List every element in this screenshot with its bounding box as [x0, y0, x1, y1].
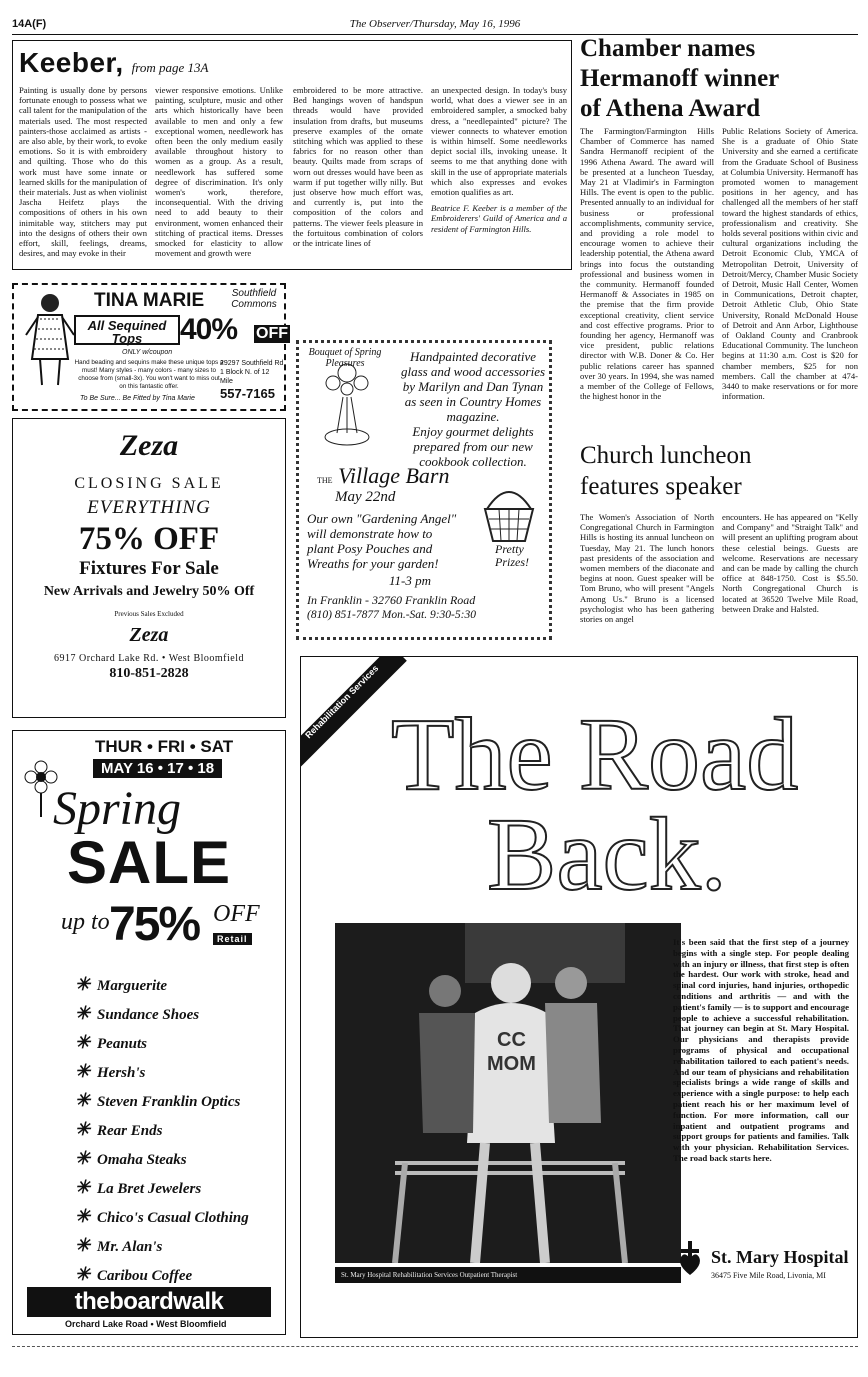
church-headline-1: Church luncheon — [580, 442, 752, 469]
store-name: Hersh's — [97, 1065, 146, 1081]
keeber-headline — [19, 47, 208, 79]
church-col2: encounters. He has appeared on "Kelly and Company" and "Straight Talk" and will present an uplifting program about these celestial beings. Guests are welcome. Reservations are necessary and can be made by calling the church office at 848-1750. Cost is $5.50. North Congregational Church is located at 36520 Twelve Mile Road, between Drake and Halsted. — [722, 512, 858, 614]
zeza-line-5: New Arrivals and Jewelry 50% Off — [43, 584, 255, 599]
paper-dateline: The Observer/Thursday, May 16, 1996 — [349, 18, 521, 30]
chamber-headline-3: of Athena Award — [580, 95, 761, 122]
asterisk-icon: ✳ — [75, 1061, 91, 1081]
tina-location-2: Commons — [231, 299, 277, 310]
keeber-col3: embroidered to be more attractive. Bed hangings woven of handspun threads would have provided insulation from drafts, but museums preserve examples of the ornate stitching which was applied to these fabrics for no reason other than beauty. Quilts made from scraps of worn out dresses would have been as warm if put together willy nilly. But just observe how much effort was, and currently is, put into the composition of the colors and patterns. The viewer feels pleasure in the fortuitous combination of colors or the intricate lines of — [293, 85, 423, 249]
chamber-headline-2: Hermanoff winner — [580, 65, 780, 92]
store-name: Marguerite — [97, 978, 168, 994]
asterisk-icon: ✳ — [75, 1032, 91, 1052]
store-name: Chico's Casual Clothing — [97, 1210, 249, 1226]
road-caption: St. Mary Hospital Rehabilitation Services Outpatient Therapist — [335, 1267, 681, 1283]
store-name: Caribou Coffee — [97, 1268, 193, 1284]
boardwalk-address: Orchard Lake Road • West Bloomfield — [65, 1319, 227, 1329]
road-back-ad — [300, 656, 858, 1338]
tina-off: OFF — [256, 325, 288, 342]
barn-phone: (810) 851-7877 Mon.-Sat. 9:30-5:30 — [307, 609, 476, 621]
zeza-ad — [12, 418, 286, 718]
store-name: La Bret Jewelers — [97, 1181, 202, 1197]
barn-intro — [395, 349, 551, 469]
store-name: Rear Ends — [97, 1123, 163, 1139]
barn-address: In Franklin - 32760 Franklin Road — [307, 593, 476, 607]
zeza-line-1: CLOSING SALE — [74, 475, 224, 492]
village-barn-ad — [296, 340, 552, 640]
boardwalk-dates: MAY 16 • 17 • 18 — [93, 759, 222, 778]
page-number: 14A(F) — [12, 18, 47, 30]
keeber-title: Keeber, — [19, 47, 124, 78]
boardwalk-off: OFF — [213, 901, 260, 927]
boardwalk-ad — [12, 730, 286, 1335]
store-name: Steven Franklin Optics — [97, 1094, 241, 1110]
tina-promo-box — [74, 315, 180, 345]
store-name: Mr. Alan's — [97, 1239, 163, 1255]
road-title-1: The Road — [391, 697, 799, 812]
zeza-logo-small: Zeza — [129, 624, 169, 646]
store-list-item — [75, 1029, 275, 1058]
store-list — [75, 971, 275, 1290]
zeza-line-4: Fixtures For Sale — [79, 558, 219, 579]
store-list-item — [75, 1174, 275, 1203]
zeza-address: 6917 Orchard Lake Rd. • West Bloomfield — [53, 653, 245, 664]
barn-date: May 22nd — [335, 489, 396, 505]
shirt-text-mom: MOM — [487, 1053, 536, 1075]
tina-address — [220, 359, 284, 402]
road-hospital: St. Mary Hospital — [711, 1247, 849, 1267]
keeber-col4-wrap — [431, 85, 567, 269]
barn-title — [317, 463, 449, 489]
chamber-col1: The Farmington/Farmington Hills Chamber of Commerce has named Sandra Hermanoff recipient of the 1996 Athena Award. The award will be presented at a luncheon Tuesday, May 21 at Vladimir's in Farmington Hills. The event is open to the public. Presented annually to an individual for business or professional accomplishments, community service, and providing a role model to encourage women to achieve their leadership potential, the Athena award brings into focus the outstanding professional and business women in the community. Hermanoff founded Hermanoff & Associates in 1985 on the premise that the firm provide exceptional creativity, client service and cost effective programs. Prior to founding her agency, Hermanoff was vice president, public relations director with W.B. Doner & Co. Her public relations career has spanned over 30 years. In 1994, she was named a member of the College of Fellows, the highest honor in the — [580, 126, 714, 402]
asterisk-icon: ✳ — [75, 1264, 91, 1284]
asterisk-icon: ✳ — [75, 1119, 91, 1139]
asterisk-icon: ✳ — [75, 1235, 91, 1255]
church-article — [580, 440, 858, 645]
tina-marie-ad — [12, 283, 286, 411]
boardwalk-upto: up to — [61, 909, 110, 935]
barn-prizes: Pretty Prizes! — [495, 542, 529, 569]
tina-tagline: To Be Sure... Be Fitted by Tina Marie — [80, 395, 195, 402]
boardwalk-sale: SALE — [67, 829, 232, 896]
boardwalk-logo: theboardwalk — [27, 1287, 271, 1317]
road-photo — [335, 923, 681, 1263]
road-body: It's been said that the first step of a journey begins with a single step. For people dealing with an injury or illness, that first step is often the hardest. Our work with stroke, head and spinal cord injuries, hand injuries, orthopedic conditions and arthritis — and with the patient's family — is to support and encourage people to achieve a successful rehabilitation. That journey can begin at St. Mary Hospital. Our physicians and therapists provide programs of physical and occupational rehabilitation tailored to each patient's needs. And our team of physicians and rehabilitation specialists brings a wide range of skills and experience with a single purpose: to help each patient reach his or her maximum level of function. For more information, call our inpatient and outpatient programs and support groups for patients and families. Talk with your physician. Rehabilitation Services. The road back starts here. — [673, 937, 849, 1163]
tina-addr-2: 1 Block N. of 12 Mile — [220, 369, 270, 385]
barn-gardening — [307, 511, 487, 571]
chamber-col2: Public Relations Society of America. She is a graduate of Ohio State University and she earned a certificate from the Graduate School of Business at Columbia University. Hermanoff has promoted women to management positions in her agency, and has challenged all the members of her staff toward the highest standards of ethics, professionalism and creativity. She holds several positions within civic and cultural organizations including the Detroit Economic Club, YMCA of Metropolitan Detroit, University of Detroit/Mercy, Chamber Music Society of Detroit, Music Hall Center, Women in Communications, Detroit chapter, Detroit Athletic Club, Ohio State University, Ronald McDonald House of Detroit and Ann Arbor, Lighthouse of Oakland County and Cranbrook Educational Community. The luncheon begins at 11:30 a.m. Cost is $20 for chamber members, $25 for non members. Call the chamber at 474-3440 to make reservations or for more information. — [722, 126, 858, 402]
tina-only: ONLY w/coupon — [122, 349, 173, 356]
walking-patient-photo — [335, 923, 681, 1263]
boardwalk-pct: 75% — [109, 898, 200, 951]
tina-location-1: Southfield — [231, 288, 277, 299]
barn-name: Village Barn — [338, 463, 450, 488]
barn-t6: prepared from our new — [413, 439, 533, 454]
tina-addr-1: 29297 Southfield Rd — [220, 360, 284, 367]
barn-t4: as seen in Country Homes magazine. — [404, 394, 542, 424]
store-name: Omaha Steaks — [97, 1152, 187, 1168]
store-name: Sundance Shoes — [97, 1007, 200, 1023]
store-name: Peanuts — [97, 1036, 148, 1052]
cross-heart-icon — [677, 1237, 703, 1277]
store-list-item — [75, 971, 275, 1000]
store-list-item — [75, 1116, 275, 1145]
woman-figure-icon — [20, 289, 78, 389]
zeza-line-6: Previous Sales Excluded — [114, 610, 184, 618]
asterisk-icon: ✳ — [75, 974, 91, 994]
barn-t2: glass and wood accessories — [400, 364, 546, 379]
asterisk-icon: ✳ — [75, 1090, 91, 1110]
barn-t3: by Marilyn and Dan Tynan — [402, 379, 544, 394]
barn-g3: plant Posy Pouches and — [307, 541, 433, 556]
barn-time: 11-3 pm — [389, 573, 432, 588]
tina-desc: Hand beading and sequins make these unique tops a must! Many styles - many colors - many sizes to choose from (small-3x). You won't want to miss out on this fantastic offer. — [74, 359, 224, 390]
store-list-item — [75, 1145, 275, 1174]
barn-the: THE — [317, 476, 333, 485]
asterisk-icon: ✳ — [75, 1003, 91, 1023]
tina-phone: 557-7165 — [220, 386, 275, 401]
rehab-banner: Rehabilitation Services — [300, 656, 407, 767]
church-headline-2: features speaker — [580, 473, 742, 500]
zeza-phone: 810-851-2828 — [109, 666, 189, 681]
store-list-item — [75, 1087, 275, 1116]
road-title-2: Back. — [487, 797, 727, 912]
zeza-line-3: 75% OFF — [78, 521, 220, 557]
keeber-bio: Beatrice F. Keeber is a member of the Embroiderers' Guild of America and a resident of Farmington Hills. — [431, 203, 567, 234]
barn-t1: Handpainted decorative — [410, 349, 536, 364]
road-address: 36475 Five Mile Road, Livonia, MI — [711, 1271, 826, 1280]
bouquet-label: Bouquet of Spring Pleasures — [308, 347, 382, 369]
keeber-col1: Painting is usually done by persons fortunate enough to possess what we call talent for the manipulation of the materials used. The most respected painters-those acclaimed as artists - are also able, by their work, to evoke emotions. So it is with embroidery and quilting. Those who do this work must have some innate or learned skills for the manipulation of their materials. Just as when violinist Jascha Heifetz plays the compositions of others in his own inimitable way, stitchers may put into the designs of others their own effort, skill, feelings, dreams, desires, and may evoke in their — [19, 85, 147, 259]
boardwalk-days: THUR • FRI • SAT — [95, 737, 234, 756]
barn-g2: will demonstrate how to — [307, 526, 433, 541]
keeber-col4: an unexpected design. In today's busy world, what does a viewer see in an embroidered sampler, a smocked baby dress, a "needlepainted" picture? The viewer connects to whatever emotion is within himself. Some needleworks depict social ills, invoking unease. It seems to me that anything done with skill in the use of appropriate materials which also expresses and evokes emotion qualifies as art. — [431, 85, 567, 198]
barn-t7: cookbook collection. — [419, 454, 527, 469]
keeber-article — [12, 40, 572, 270]
boardwalk-spring: Spring — [53, 782, 182, 835]
church-col1: The Women's Association of North Congregational Church in Farmington Hills is hosting its annual luncheon on Tuesday, May 21. The lunch honors past presidents of the association and women members of the diaconate and begins at noon. Guest speaker will be Tom Bruno, who will present "Angels Among Us." Bruno is a licensed psychologist who has been gathering stories on angel — [580, 512, 714, 625]
store-list-item — [75, 1203, 275, 1232]
barn-t5: Enjoy gourmet delights — [412, 424, 534, 439]
chamber-headline-1: Chamber names — [580, 35, 756, 62]
barn-g4: Wreaths for your garden! — [307, 556, 439, 571]
tina-percent: 40% — [180, 313, 238, 346]
store-list-item — [75, 1261, 275, 1290]
store-list-item — [75, 1232, 275, 1261]
barn-g1: Our own "Gardening Angel" — [307, 511, 457, 526]
store-list-item — [75, 1058, 275, 1087]
keeber-jump: from page 13A — [131, 60, 209, 75]
zeza-logo: Zeza — [119, 429, 179, 462]
store-list-item — [75, 1000, 275, 1029]
tina-name: TINA MARIE — [94, 290, 205, 311]
chamber-article — [580, 34, 858, 434]
tina-promo-1: All Sequined — [87, 318, 167, 333]
tina-promo-2: Tops — [111, 331, 143, 346]
asterisk-icon: ✳ — [75, 1148, 91, 1168]
basket-icon — [479, 475, 539, 545]
boardwalk-retail: Retail — [213, 933, 252, 945]
shirt-text-cc: CC — [497, 1029, 526, 1051]
asterisk-icon: ✳ — [75, 1177, 91, 1197]
asterisk-icon: ✳ — [75, 1206, 91, 1226]
keeber-col2: viewer responsive emotions. Unlike painting, sculpture, music and other arts which historically have been available to men and only a few exceptional women, needlework has often been the only medium easily available throughout history to women as a group. As a result, needlework has suffered some degree of discrimination. It's only women's work, therefore, inconsequential. With the driving need to add beauty to their environment, women enhanced their stitching of practical items. Dresses smocked for elasticity to allow movement and growth were — [155, 85, 283, 259]
tina-location — [226, 288, 282, 310]
zeza-line-2: EVERYTHING — [87, 497, 211, 518]
